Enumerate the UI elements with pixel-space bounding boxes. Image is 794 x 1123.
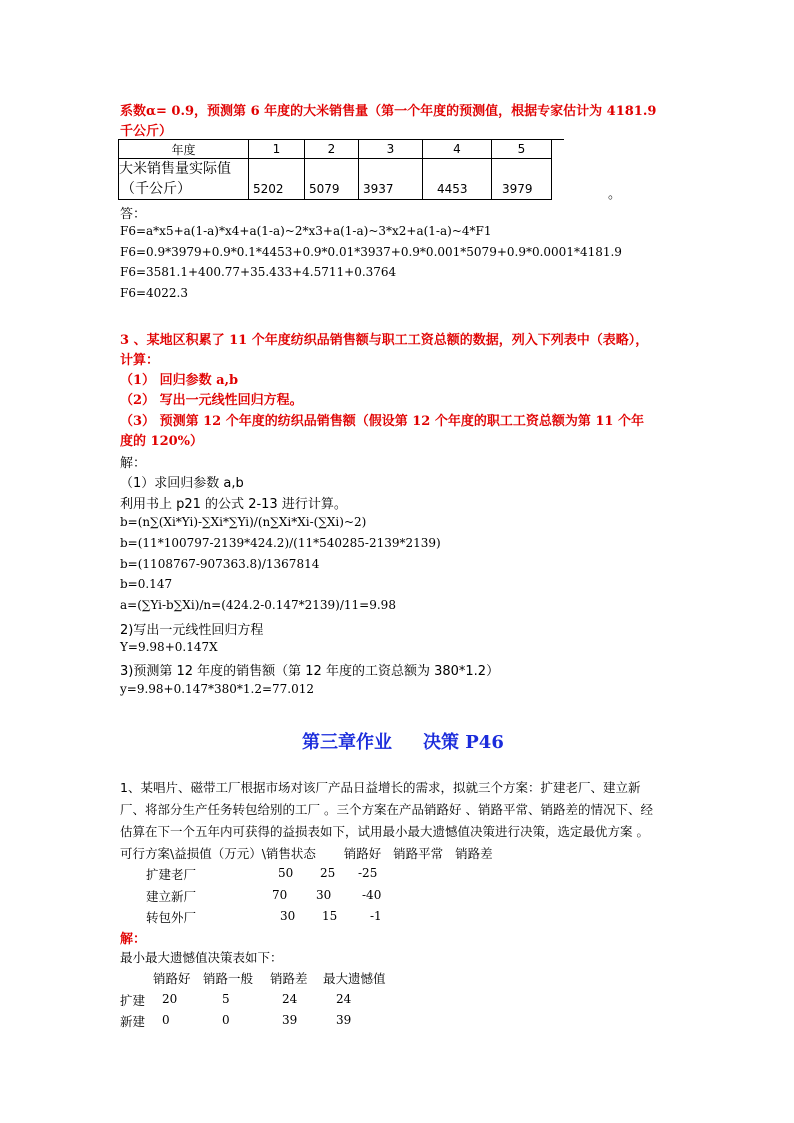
payoff-value: 15 <box>322 909 338 923</box>
header-label: 年度 <box>119 140 249 159</box>
regret-value: 24 <box>282 992 298 1006</box>
payoff-value: -25 <box>358 866 378 880</box>
value-cell: 5079 <box>305 159 359 200</box>
regret-value: 0 <box>162 1013 170 1027</box>
solution-label: 解： <box>120 456 147 471</box>
payoff-value: 70 <box>272 888 288 902</box>
regret-value: 39 <box>336 1013 352 1027</box>
solution2-label: 解： <box>120 932 147 947</box>
q3-item-3-cont: 度的 120%） <box>120 434 204 449</box>
q3-line-2: 计算： <box>120 353 160 368</box>
payoff-value: -40 <box>362 888 382 902</box>
solution-line: Y=9.98+0.147X <box>120 640 218 654</box>
payoff-row-name: 转包外厂 <box>146 910 197 925</box>
formula-line: F6=a*x5+a(1-a)*x4+a(1-a)~2*x3+a(1-a)~3*x2+a(1-a)~4*F1 <box>120 224 492 238</box>
payoff-table-header: 可行方案\益损值（万元）\销售状态 销路好 销路平常 销路差 <box>120 846 493 861</box>
row-label-line-2: （千公斤） <box>121 181 191 197</box>
payoff-value: 30 <box>280 909 296 923</box>
payoff-value: 25 <box>320 866 336 880</box>
payoff-row-name: 扩建老厂 <box>146 867 197 882</box>
value-cell: 5202 <box>249 159 305 200</box>
solution-line: b=0.147 <box>120 577 173 591</box>
intro-line-1: 系数α= 0.9，预测第 6 年度的大米销售量（第一个年度的预测值，根据专家估计为 4181.9 <box>120 104 657 119</box>
regret-value: 39 <box>282 1013 298 1027</box>
regret-value: 24 <box>336 992 352 1006</box>
solution-line: 3)预测第 12 年度的销售额（第 12 年度的工资总额为 380*1.2） <box>120 664 500 679</box>
year-cell: 3 <box>359 140 423 159</box>
regret-row-name: 新建 <box>120 1014 146 1029</box>
year-cell: 2 <box>305 140 359 159</box>
payoff-row-name: 建立新厂 <box>146 889 197 904</box>
year-cell: 1 <box>249 140 305 159</box>
problem-line: 估算在下一个五年内可获得的益损表如下，试用最小最大遗憾值决策进行决策，选定最优方案 。 <box>120 824 649 839</box>
rice-sales-table <box>118 139 552 200</box>
solution-line: 2)写出一元线性回归方程 <box>120 623 264 638</box>
problem-line: 厂、将部分生产任务转包给别的工厂 。三个方案在产品销路好 、销路平常、销路差的情况下、经 <box>120 802 653 817</box>
q3-line-1: 3 、某地区积累了 11 个年度纺织品销售额与职工工资总额的数据，列入下列表中（表略）， <box>120 333 649 348</box>
value-cell: 4453 <box>423 159 492 200</box>
regret-header: 销路好 <box>153 971 191 986</box>
regret-header: 最大遗憾值 <box>323 971 386 986</box>
intro-line-2: 千公斤） <box>120 124 173 139</box>
solution-line: b=(1108767-907363.8)/1367814 <box>120 557 320 571</box>
row-label <box>119 159 249 200</box>
payoff-value: 30 <box>316 888 332 902</box>
table-row <box>119 140 552 159</box>
trailing-mark: 。 <box>608 187 622 202</box>
solution-line: b=(11*100797-2139*424.2)/(11*540285-2139*2139) <box>120 536 441 550</box>
formula-line: F6=4022.3 <box>120 286 189 300</box>
table-row <box>119 159 552 200</box>
regret-row-name: 扩建 <box>120 993 146 1008</box>
solution-line: 利用书上 p21 的公式 2-13 进行计算。 <box>120 497 347 512</box>
q3-item-2: （2） 写出一元线性回归方程。 <box>120 393 303 408</box>
year-cell: 4 <box>423 140 492 159</box>
answer-label: 答： <box>120 207 147 222</box>
payoff-value: -1 <box>370 909 382 923</box>
regret-header: 销路一般 <box>203 971 254 986</box>
payoff-value: 50 <box>278 866 294 880</box>
q3-item-3: （3） 预测第 12 个年度的纺织品销售额（假设第 12 个年度的职工工资总额为第 11 个年 <box>120 414 644 429</box>
chapter-title: 第三章作业 <box>302 732 392 753</box>
year-cell: 5 <box>492 140 552 159</box>
solution-line: （1）求回归参数 a,b <box>120 476 244 491</box>
solution2-intro: 最小最大遗憾值决策表如下： <box>120 950 283 965</box>
row-label-line-1: 大米销售量实际值 <box>119 161 231 177</box>
value-cell: 3937 <box>359 159 423 200</box>
problem-line: 1、某唱片、磁带工厂根据市场对该厂产品日益增长的需求，拟就三个方案：扩建老厂、建立新 <box>120 780 641 795</box>
solution-line: y=9.98+0.147*380*1.2=77.012 <box>120 682 314 696</box>
formula-line: F6=3581.1+400.77+35.433+4.5711+0.3764 <box>120 265 397 279</box>
regret-value: 5 <box>222 992 230 1006</box>
chapter-subtitle: 决策 P46 <box>423 732 504 753</box>
formula-line: F6=0.9*3979+0.9*0.1*4453+0.9*0.01*3937+0.9*0.001*5079+0.9*0.0001*4181.9 <box>120 245 622 259</box>
solution-line: a=(∑Yi-b∑Xi)/n=(424.2-0.147*2139)/11=9.98 <box>120 598 396 612</box>
regret-value: 20 <box>162 992 178 1006</box>
solution-line: b=(n∑(Xi*Yi)-∑Xi*∑Yi)/(n∑Xi*Xi-(∑Xi)~2) <box>120 515 367 529</box>
regret-value: 0 <box>222 1013 230 1027</box>
q3-item-1: （1） 回归参数 a,b <box>120 373 239 388</box>
regret-header: 销路差 <box>270 971 308 986</box>
value-cell: 3979 <box>492 159 552 200</box>
